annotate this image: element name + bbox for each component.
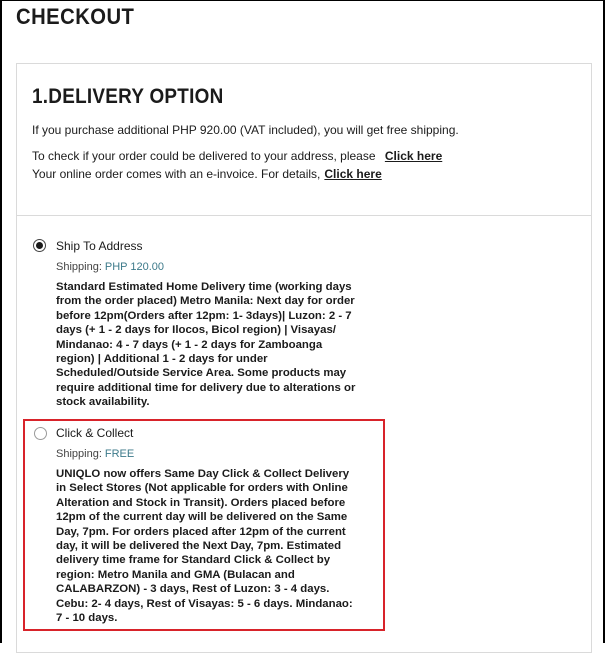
einvoice-link[interactable]: Click here <box>324 167 382 181</box>
free-shipping-note: If you purchase additional PHP 920.00 (VAT included), you will get free shipping. <box>32 123 459 137</box>
option-label[interactable]: Click & Collect <box>56 426 134 440</box>
check-address-link[interactable]: Click here <box>384 149 443 163</box>
description-line: CALABARZON) - 3 days, Rest of Luzon: 3 - 4 days. <box>56 583 330 596</box>
einvoice-row <box>32 167 382 181</box>
description-line: Cebu: 2- 4 days, Rest of Visayas: 5 - 6 days. Mindanao: <box>56 597 353 610</box>
shipping-line <box>56 261 164 273</box>
description-line: 7 - 10 days. <box>56 612 118 625</box>
check-address-row <box>32 149 442 163</box>
option-description <box>56 280 386 410</box>
description-line: 12pm of the current day will be delivered on the Same <box>56 511 348 524</box>
description-line: day, it will be delivered the Next Day, 7pm. Estimated <box>56 540 342 553</box>
section-title: 1.DELIVERY OPTION <box>32 85 224 108</box>
ship-to-address-radio[interactable] <box>33 239 46 252</box>
shipping-line <box>56 448 134 460</box>
description-line: before 12pm(Orders after 12pm: 1- 3days)| Luzon: 2 - 7 <box>56 309 352 322</box>
description-line: stock availability. <box>56 396 150 409</box>
shipping-label: Shipping: <box>56 261 102 273</box>
description-line: days (+ 1 - 2 days for Ilocos, Bicol region) | Visayas/ <box>56 324 336 337</box>
description-line: Scheduled/Outside Service Area. Some products may <box>56 367 347 380</box>
description-line: in Select Stores (Not applicable for orders with Online <box>56 482 348 495</box>
einvoice-text: Your online order comes with an e-invoice. For details, <box>32 167 321 181</box>
option-label[interactable]: Ship To Address <box>56 239 143 253</box>
description-line: require additional time for delivery due to alterations or <box>56 381 356 394</box>
section-divider <box>17 215 591 216</box>
description-line: UNIQLO now offers Same Day Click & Collect Delivery <box>56 468 350 480</box>
shipping-label: Shipping: <box>56 448 102 460</box>
description-line: Mindanao: 4 - 7 days (+ 1 - 2 days for Zamboanga <box>56 338 323 351</box>
click-and-collect-radio[interactable] <box>34 427 47 440</box>
description-line: Day, 7pm. For orders placed after 12pm of the current <box>56 525 346 538</box>
check-address-text: To check if your order could be delivered to your address, please <box>32 149 376 163</box>
shipping-price: FREE <box>104 448 135 460</box>
shipping-price: PHP 120.00 <box>104 261 164 273</box>
description-line: Standard Estimated Home Delivery time (working days <box>56 281 352 293</box>
page-title: CHECKOUT <box>16 4 135 29</box>
description-line: Alteration and Stock in Transit). Orders placed before <box>56 496 346 509</box>
description-line: delivery time frame for Standard Click & Collect by <box>56 554 331 567</box>
description-line: from the order placed) Metro Manila: Next day for order <box>56 295 355 308</box>
description-line: region: Metro Manila and GMA (Bulacan and <box>56 568 295 581</box>
option-description <box>56 467 386 625</box>
description-line: region) | Additional 1 - 2 days for under <box>56 353 268 366</box>
